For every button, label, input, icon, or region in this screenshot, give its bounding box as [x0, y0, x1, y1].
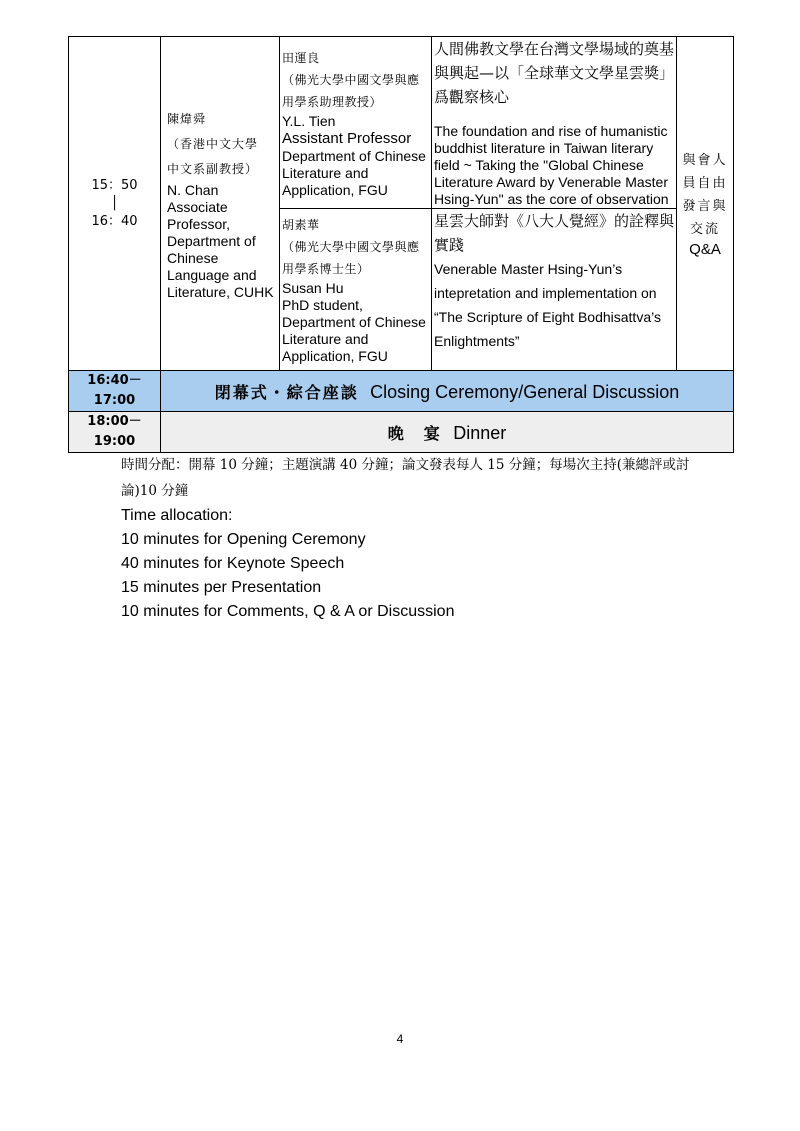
time-allocation-notes [121, 452, 721, 624]
chair-en-title: Associate Professor, Department of Chinese Language and Literature, CUHK [167, 198, 274, 300]
closing-time-end: 17:00 [93, 393, 136, 408]
presenter-1-en-name: Y.L. Tien [282, 112, 336, 129]
schedule-table [68, 36, 734, 453]
session-time-separator: │ [110, 195, 119, 211]
presenter-2-zh-affil: （佛光大學中國文學與應用學系博士生） [282, 240, 420, 276]
dinner-time-start: 18:00－ [87, 414, 142, 429]
presenter-2-zh-name: 胡素華 [282, 218, 320, 232]
closing-event [161, 371, 734, 412]
discussion-en: Q&A [689, 240, 721, 258]
paper-2-title-en: Venerable Master Hsing-Yun’s intepretation and implementation on “The Scripture of Eight Bodhisattva’s Enlightments” [434, 261, 661, 349]
presenter-2-en-affil: Department of Chinese Literature and Application, FGU [282, 314, 426, 364]
dinner-time-end: 19:00 [93, 434, 136, 449]
presenter-1-en-role: Assistant Professor [282, 129, 412, 147]
dinner-en: Dinner [453, 422, 507, 443]
paper-cell-2 [432, 209, 677, 371]
notes-en-line-4: 15 minutes per Presentation [121, 579, 322, 596]
chair-zh-title-1: （香港中文大學 [167, 136, 259, 151]
closing-zh: 閉幕式・綜合座談 [214, 382, 359, 402]
dinner-row [69, 412, 734, 453]
chair-cell [161, 37, 280, 371]
presenter-2-en-role: PhD student, [282, 297, 363, 313]
session-time [69, 37, 161, 371]
paper-1-title-en: The foundation and rise of humanistic buddhist literature in Taiwan literary field ~ Taking the "Global Chinese Literature Award by Venerable Master Hsing-Yun" as the core of observation [434, 123, 669, 207]
paper-1-title-zh: 人間佛教文學在台灣文學場域的奠基與興起—以「全球華文文學星雲獎」爲觀察核心 [434, 40, 675, 106]
presenter-2-en-name: Susan Hu [282, 280, 344, 296]
discussion-cell [677, 37, 734, 371]
dinner-zh: 晚 宴 [387, 423, 442, 443]
notes-en-line-5: 10 minutes for Comments, Q & A or Discussion [121, 603, 455, 620]
session-row [69, 37, 734, 209]
session-time-end: 16：40 [91, 213, 138, 229]
chair-zh-name: 陳煒舜 [167, 111, 207, 126]
notes-zh: 時間分配：開幕 10 分鐘；主題演講 40 分鐘；論文發表每人 15 分鐘；每場次主持(兼總評或討論)10 分鐘 [121, 457, 690, 499]
session-time-start: 15：50 [91, 177, 138, 193]
dinner-time [69, 412, 161, 453]
page-number: 4 [396, 1032, 404, 1046]
paper-2-title-zh: 星雲大師對《八大人覺經》的詮釋與實踐 [434, 212, 675, 254]
presenter-1-zh-name: 田運良 [282, 50, 320, 65]
closing-time [69, 371, 161, 412]
chair-en-name: N. Chan [167, 181, 219, 198]
closing-en: Closing Ceremony/General Discussion [370, 381, 680, 402]
closing-time-start: 16:40－ [87, 373, 142, 388]
chair-zh-title-2: 中文系副教授） [167, 161, 259, 176]
notes-en-line-3: 40 minutes for Keynote Speech [121, 555, 345, 572]
notes-en-line-1: Time allocation: [121, 507, 233, 524]
dinner-event [161, 412, 734, 453]
presenter-1-en-affil: Department of Chinese Literature and Application, FGU [282, 147, 426, 198]
presenter-cell-2 [280, 209, 432, 371]
presenter-cell-1 [280, 37, 432, 209]
discussion-zh: 與會人員自由發言與交流 [682, 152, 728, 237]
notes-en-line-2: 10 minutes for Opening Ceremony [121, 531, 366, 548]
paper-cell-1 [432, 37, 677, 209]
closing-row [69, 371, 734, 412]
presenter-1-zh-affil: （佛光大學中國文學與應用學系助理教授） [282, 72, 420, 109]
